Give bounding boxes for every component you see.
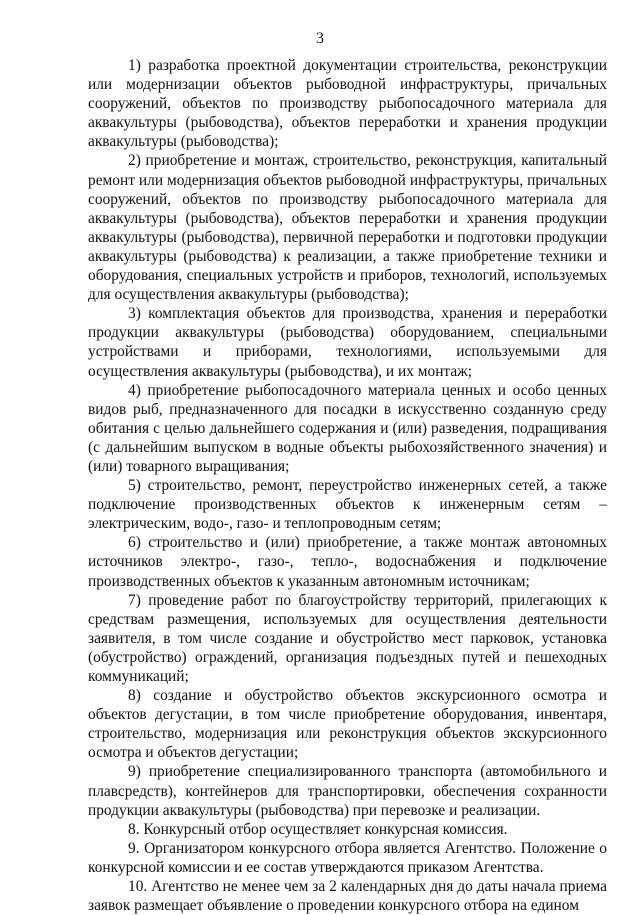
- paragraph-item-2: 2) приобретение и монтаж, строительство, реконструкция, капитальный ремонт или модернизация объектов рыбоводной инфраструктуры, причальных сооружений, объектов по производству рыбопосадочного материала для аквакультуры (рыбоводства), объектов переработки и хранения продукции аквакультуры (рыбоводства), первичной переработки и подготовки продукции аквакультуры (рыбоводства) к реализации, а также приобретение техники и оборудования, специальных устройств и приборов, технологий, используемых для осуществления аквакультуры (рыбоводства);: [88, 152, 607, 304]
- page-number: 3: [316, 30, 324, 47]
- paragraph-section-10: 10. Агентство не менее чем за 2 календарных дня до даты начала приема заявок размещает объявление о проведении конкурсного отбора на едином: [88, 878, 607, 915]
- paragraph-section-9: 9. Организатором конкурсного отбора является Агентство. Положение о конкурсной комиссии и ее состав утверждаются приказом Агентства.: [88, 839, 607, 876]
- paragraph-item-6: 6) строительство и (или) приобретение, а также монтаж автономных источников электро-, газо-, тепло-, водоснабжения и подключение производственных объектов к указанным автономным источникам;: [88, 534, 607, 590]
- paragraph-item-4: 4) приобретение рыбопосадочного материала ценных и особо ценных видов рыб, предназначенного для посадки в искусственно созданную среду обитания с целью дальнейшего содержания и (или) разведения, подращивания (с дальнейшим выпуском в водные объекты рыбохозяйственного значения) и (или) товарного выращивания;: [88, 381, 607, 475]
- paragraph-item-9: 9) приобретение специализированного транспорта (автомобильного и плавсредств), контейнеров для транспортировки, обеспечения сохранности продукции аквакультуры (рыбоводства) при перевозке и реализации.: [88, 763, 607, 819]
- paragraph-item-7: 7) проведение работ по благоустройству территорий, прилегающих к средствам размещения, используемых для осуществления деятельности заявителя, в том числе создание и обустройство мест парковок, установка (обустройство) ограждений, организация подъездных путей и пешеходных коммуникаций;: [88, 591, 607, 685]
- paragraph-item-1: 1) разработка проектной документации строительства, реконструкции или модернизации объектов рыбоводной инфраструктуры, причальных сооружений, объектов по производству рыбопосадочного материала для аквакультуры (рыбоводства), объектов переработки и хранения продукции аквакультуры (рыбоводства);: [88, 57, 607, 151]
- paragraph-item-8: 8) создание и обустройство объектов экскурсионного осмотра и объектов дегустации, в том числе приобретение оборудования, инвентаря, строительство, модернизация или реконструкция объектов экскурсионного осмотра и объектов дегустации;: [88, 687, 607, 762]
- document-body: [88, 56, 607, 915]
- paragraph-item-5: 5) строительство, ремонт, переустройство инженерных сетей, а также подключение производственных объектов к инженерным сетям – электрическим, водо-, газо- и теплопроводным сетям;: [88, 477, 607, 533]
- paragraph-item-3: 3) комплектация объектов для производства, хранения и переработки продукции аквакультуры (рыбоводства) оборудованием, специальными устройствами и приборами, технологиями, используемыми для осуществления аквакультуры (рыбоводства), и их монтаж;: [88, 305, 607, 380]
- paragraph-section-8: 8. Конкурсный отбор осуществляет конкурсная комиссия.: [128, 820, 508, 838]
